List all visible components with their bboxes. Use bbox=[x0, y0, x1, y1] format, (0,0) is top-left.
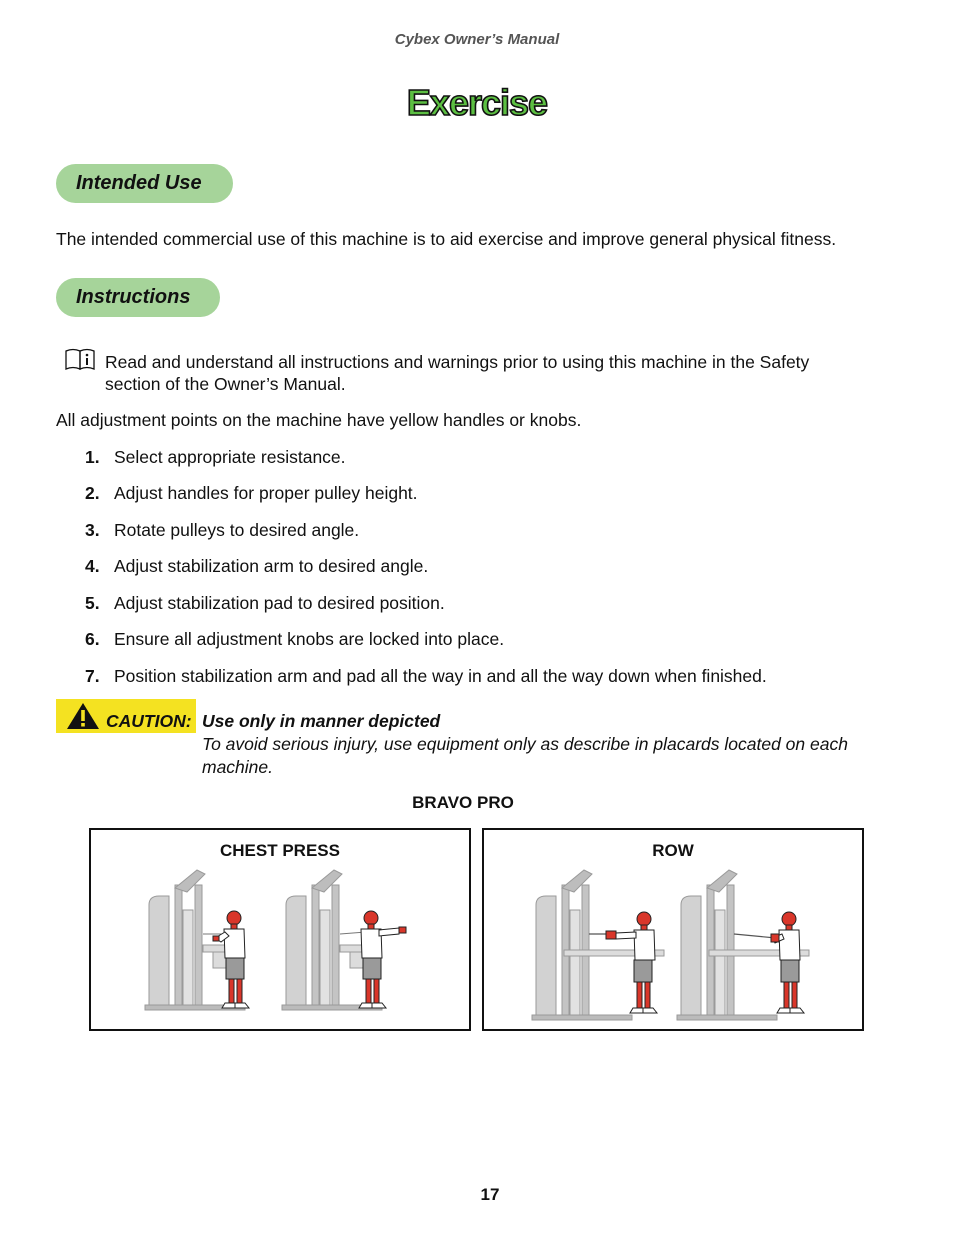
note-line: section of the Owner’s Manual. bbox=[105, 374, 346, 394]
step-text: Select appropriate resistance. bbox=[114, 447, 346, 467]
warning-triangle-icon bbox=[66, 702, 100, 730]
page-number: 17 bbox=[480, 1185, 500, 1204]
step-item bbox=[85, 593, 445, 614]
row-illustration bbox=[484, 830, 862, 1029]
step-item bbox=[85, 556, 428, 577]
instructions-heading bbox=[56, 278, 220, 317]
step-item bbox=[85, 447, 346, 468]
chest-press-illustration bbox=[91, 830, 469, 1029]
caution-label: CAUTION: bbox=[106, 711, 192, 731]
step-number: 7. bbox=[85, 666, 100, 686]
step-text: Position stabilization arm and pad all the way in and all the way down when finished. bbox=[114, 666, 767, 686]
step-text: Adjust stabilization arm to desired angle. bbox=[114, 556, 429, 576]
instructions-heading-label: Instructions bbox=[76, 286, 191, 308]
step-item bbox=[85, 520, 359, 541]
manual-header: Cybex Owner’s Manual bbox=[394, 31, 560, 48]
note-line: Read and understand all instructions and warnings prior to using this machine in the Safety bbox=[105, 352, 810, 372]
exerciser-figure bbox=[606, 912, 657, 1013]
step-number: 5. bbox=[85, 593, 100, 613]
step-text: Rotate pulleys to desired angle. bbox=[114, 520, 360, 540]
manual-book-icon bbox=[65, 348, 95, 370]
intended-use-text: The intended commercial use of this machine is to aid exercise and improve general physical fitness. bbox=[56, 229, 837, 249]
step-text: Ensure all adjustment knobs are locked into place. bbox=[114, 629, 505, 649]
exerciser-figure bbox=[771, 912, 804, 1013]
step-number: 4. bbox=[85, 556, 100, 576]
intended-use-heading-label: Intended Use bbox=[76, 172, 202, 194]
step-number: 1. bbox=[85, 447, 100, 467]
chest-press-panel bbox=[89, 828, 471, 1031]
row-panel bbox=[482, 828, 864, 1031]
intended-use-heading bbox=[56, 164, 233, 203]
caution-line: To avoid serious injury, use equipment only as describe in placards located on each bbox=[202, 734, 848, 754]
step-number: 3. bbox=[85, 520, 100, 540]
step-item bbox=[85, 666, 767, 687]
step-item bbox=[85, 483, 418, 504]
page-title: Exercise bbox=[406, 82, 548, 123]
exerciser-figure bbox=[359, 911, 406, 1008]
caution-badge bbox=[56, 699, 196, 733]
caution-line: machine. bbox=[202, 757, 274, 777]
step-text: Adjust stabilization pad to desired position. bbox=[114, 593, 445, 613]
step-text: Adjust handles for proper pulley height. bbox=[114, 483, 418, 503]
caution-heading: Use only in manner depicted bbox=[202, 711, 441, 731]
step-item bbox=[85, 629, 504, 650]
read-instructions-note bbox=[105, 351, 905, 395]
machine-model-title: BRAVO PRO bbox=[412, 793, 514, 812]
adjustment-points-text: All adjustment points on the machine have yellow handles or knobs. bbox=[56, 410, 582, 430]
panel-title: CHEST PRESS bbox=[220, 841, 340, 860]
panel-title: ROW bbox=[652, 841, 694, 860]
step-number: 6. bbox=[85, 629, 100, 649]
caution-body bbox=[202, 733, 922, 779]
step-number: 2. bbox=[85, 483, 100, 503]
